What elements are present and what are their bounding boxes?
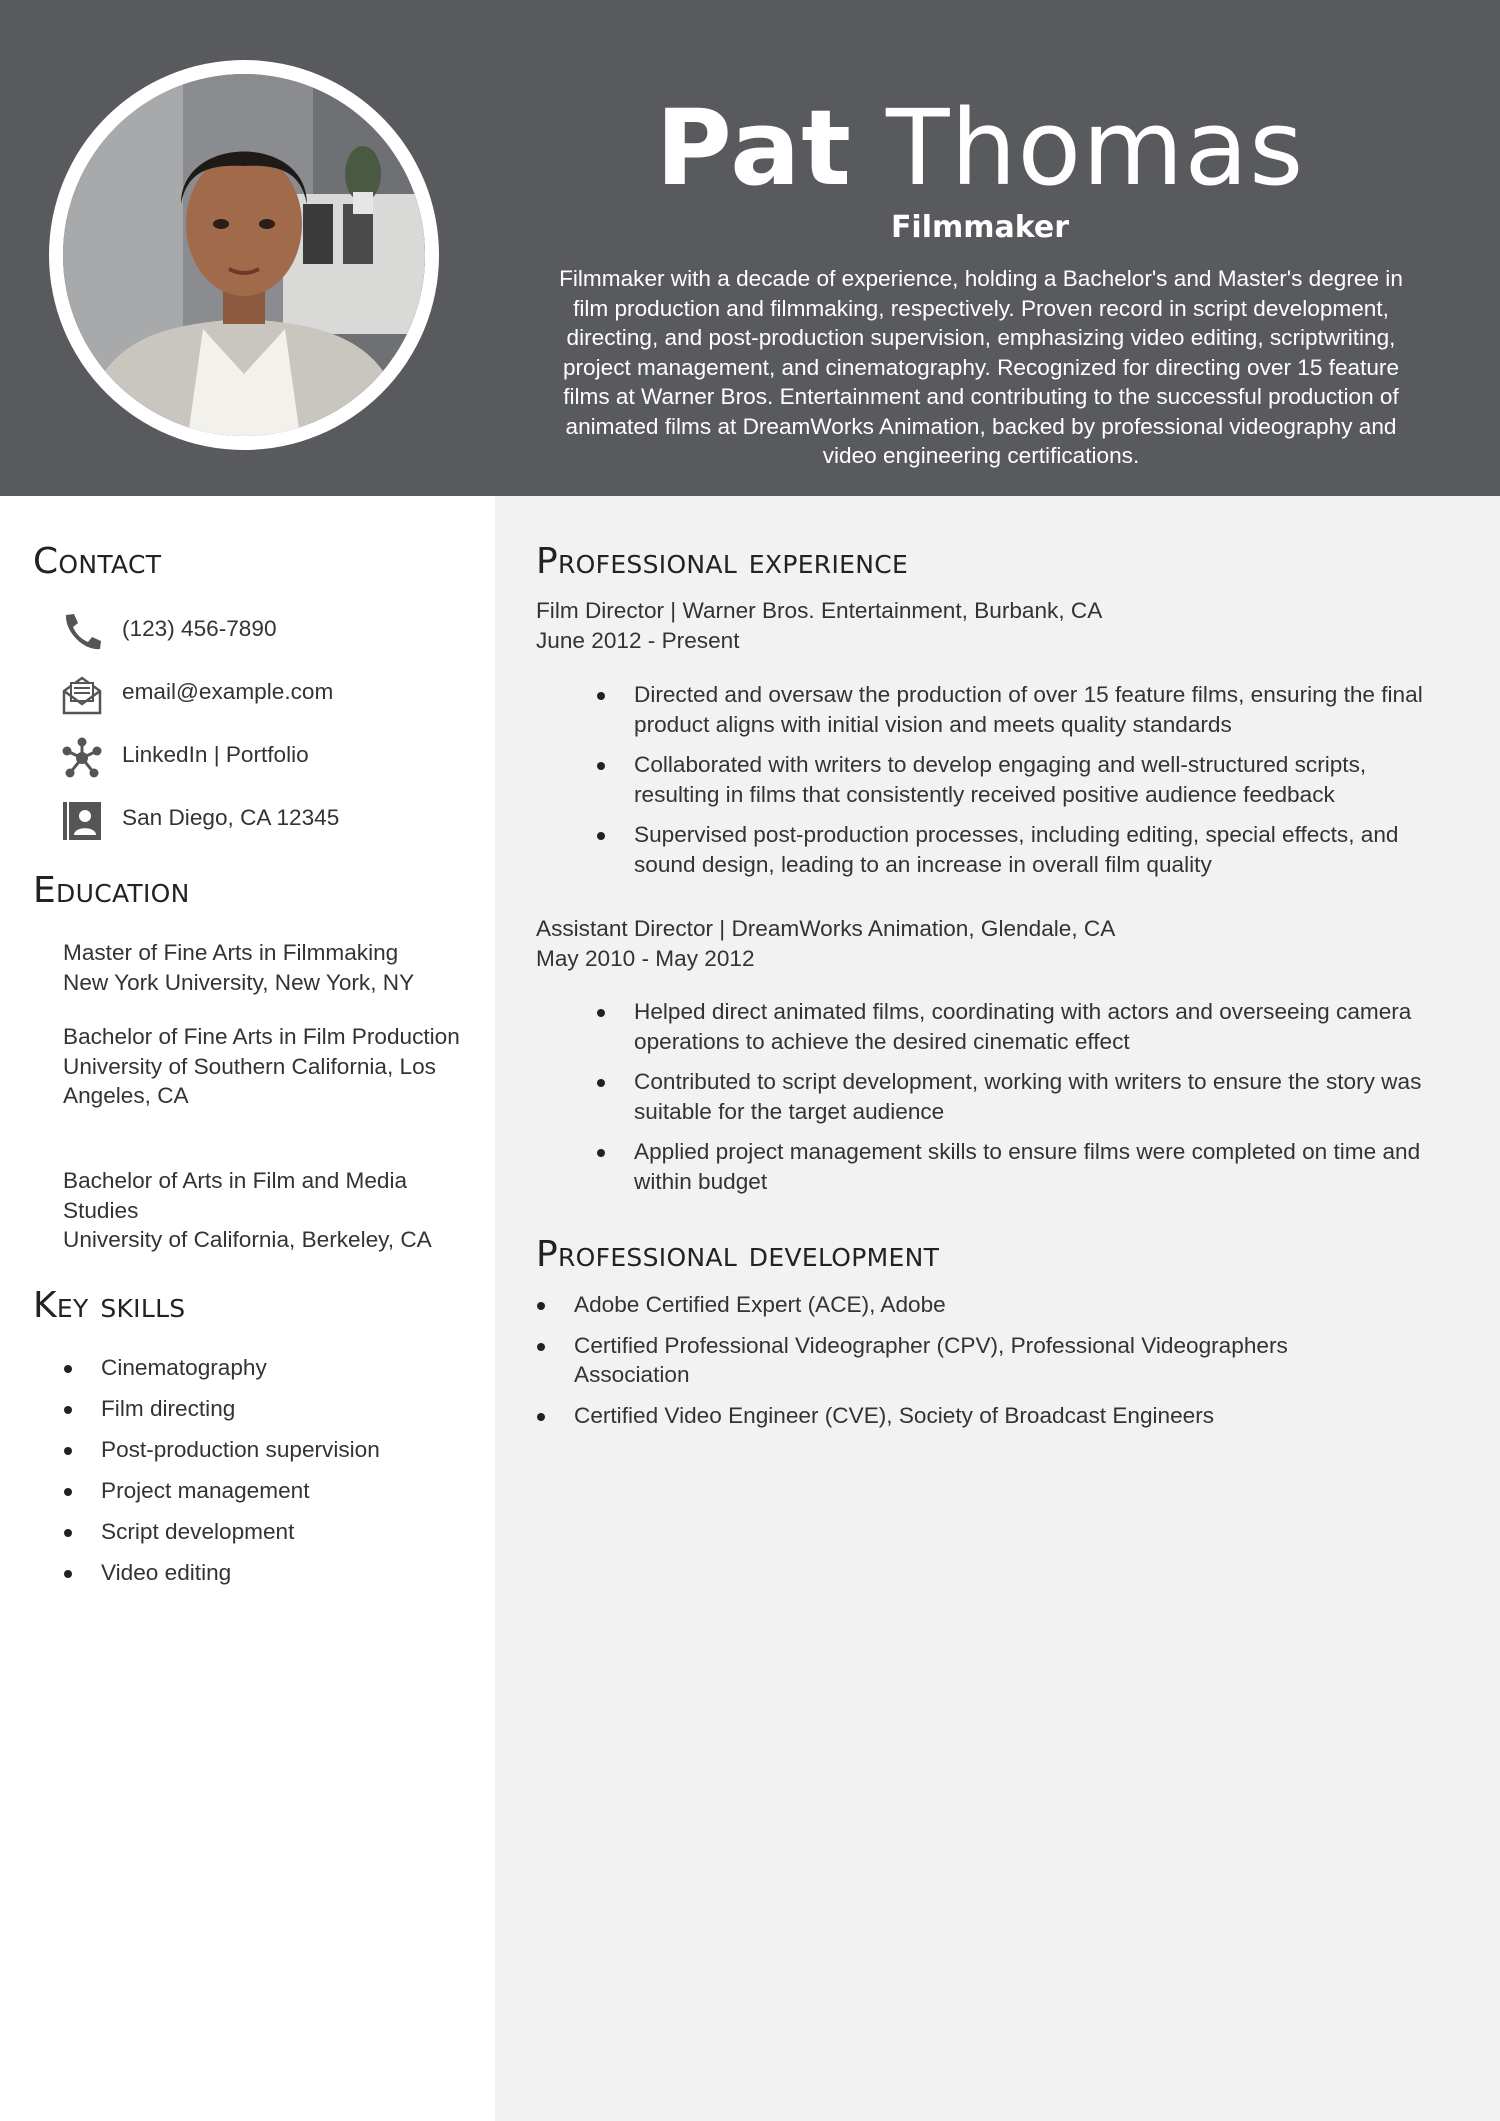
list-item: Video editing (63, 1558, 483, 1599)
address-text: San Diego, CA 12345 (122, 805, 340, 830)
education-degree: Master of Fine Arts in Filmmaking (63, 940, 399, 965)
job-title: Filmmaker (890, 210, 1070, 245)
skills-heading: Key skills (33, 1285, 186, 1326)
phone-text: (123) 456-7890 (122, 616, 277, 641)
profile-photo (63, 74, 425, 436)
experience-heading: Professional experience (536, 541, 909, 582)
job-dates: May 2010 - May 2012 (536, 945, 755, 971)
development-heading: Professional development (536, 1234, 940, 1275)
profile-photo-image (63, 74, 425, 436)
job-title-company: Film Director | Warner Bros. Entertainment, Burbank, CA (536, 598, 1103, 623)
contact-phone (60, 606, 480, 654)
list-item: Collaborated with writers to develop engaging and well-structured scripts, resulting in films that consistently received positive audience feedback (536, 750, 1456, 809)
last-name: Thomas (886, 87, 1305, 209)
list-item: Contributed to script development, working with writers to ensure the story was suitable for the target audience (536, 1067, 1456, 1126)
contact-email (60, 669, 480, 717)
list-item: Cinematography (63, 1353, 483, 1394)
links-text: LinkedIn | Portfolio (122, 742, 309, 767)
education-entry (63, 1166, 483, 1255)
contact-address (60, 795, 480, 843)
list-item: Adobe Certified Expert (ACE), Adobe (536, 1290, 1396, 1320)
development-list (536, 1290, 1396, 1441)
candidate-name (560, 88, 1400, 208)
education-entry (63, 1022, 483, 1111)
list-item: Helped direct animated films, coordinating with actors and overseeing camera operations to achieve the desired cinematic effect (536, 997, 1456, 1056)
list-item: Directed and oversaw the production of over 15 feature films, ensuring the final product aligns with initial vision and meets quality standards (536, 680, 1456, 739)
contact-heading: Contact (33, 541, 162, 582)
phone-icon (60, 610, 104, 654)
list-item: Certified Professional Videographer (CPV), Professional Videographers Association (536, 1331, 1396, 1390)
education-school: University of California, Berkeley, CA (63, 1227, 432, 1252)
first-name: Pat (655, 87, 852, 209)
education-degree: Bachelor of Fine Arts in Film Production (63, 1024, 460, 1049)
job-title-company: Assistant Director | DreamWorks Animation, Glendale, CA (536, 916, 1116, 941)
job-bullets (536, 997, 1456, 1207)
profile-summary: Filmmaker with a decade of experience, holding a Bachelor's and Master's degree in film production and filmmaking, respectively. Proven record in script development, directing, and post-production supervision, emphasizing video editing, scriptwriting, project management, and cinematography. Recognized for directing over 15 feature films at Warner Bros. Entertainment and contributing to the successful production of animated films at DreamWorks Animation, backed by professional videography and video engineering certifications. (559, 266, 1403, 468)
education-heading: Education (33, 870, 190, 911)
header-banner (0, 0, 1500, 496)
list-item: Project management (63, 1476, 483, 1517)
contact-links (60, 732, 480, 780)
list-item: Applied project management skills to ensure films were completed on time and within budget (536, 1137, 1456, 1196)
list-item: Film directing (63, 1394, 483, 1435)
list-item: Supervised post-production processes, including editing, special effects, and sound design, leading to an increase in overall film quality (536, 820, 1456, 879)
education-entry (63, 938, 483, 997)
education-school: University of Southern California, Los Angeles, CA (63, 1053, 436, 1108)
job-header (536, 596, 1456, 655)
list-item: Post-production supervision (63, 1435, 483, 1476)
email-icon (60, 673, 104, 717)
address-book-icon (60, 799, 104, 843)
list-item: Script development (63, 1517, 483, 1558)
job-dates: June 2012 - Present (536, 627, 740, 653)
job-bullets (536, 680, 1456, 890)
network-icon (60, 736, 104, 780)
education-school: New York University, New York, NY (63, 969, 415, 995)
list-item: Certified Video Engineer (CVE), Society of Broadcast Engineers (536, 1401, 1396, 1431)
email-text: email@example.com (122, 679, 334, 704)
education-degree: Bachelor of Arts in Film and Media Studies (63, 1168, 408, 1223)
skills-list (63, 1353, 483, 1599)
job-header (536, 914, 1456, 973)
